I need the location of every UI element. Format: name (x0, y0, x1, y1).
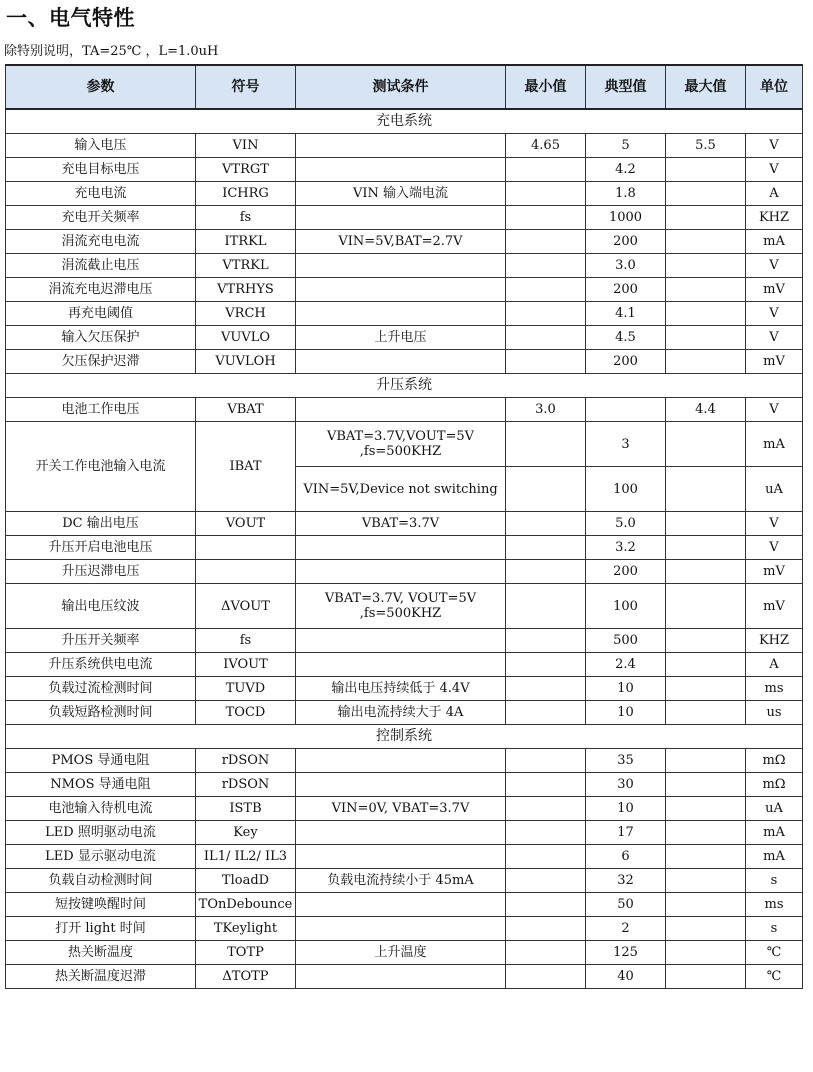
symbol-cell: rDSON (196, 749, 296, 773)
min-cell (506, 326, 586, 350)
max-cell (666, 158, 746, 182)
typ-cell: 10 (586, 797, 666, 821)
max-cell (666, 749, 746, 773)
section-heading: 一、电气特性 (6, 6, 135, 30)
typ-cell: 4.1 (586, 302, 666, 326)
unit-cell: mA (746, 845, 803, 869)
unit-cell: uA (746, 797, 803, 821)
max-cell: 5.5 (666, 134, 746, 158)
symbol-cell: ΔTOTP (196, 965, 296, 989)
table-row (6, 773, 803, 797)
table-row (6, 206, 803, 230)
electrical-characteristics-table (5, 64, 803, 989)
condition-cell (296, 965, 506, 989)
symbol-cell (196, 536, 296, 560)
unit-cell: A (746, 653, 803, 677)
table-row (6, 749, 803, 773)
min-cell (506, 797, 586, 821)
col-header-min: 最小值 (506, 65, 586, 109)
min-cell (506, 701, 586, 725)
max-cell (666, 512, 746, 536)
param-cell: 负载自动检测时间 (6, 869, 196, 893)
col-header-typ: 典型值 (586, 65, 666, 109)
max-cell: 4.4 (666, 398, 746, 422)
max-cell (666, 230, 746, 254)
max-cell (666, 965, 746, 989)
unit-cell: A (746, 182, 803, 206)
symbol-cell: TOnDebounce (196, 893, 296, 917)
condition-cell (296, 653, 506, 677)
param-cell: 充电目标电压 (6, 158, 196, 182)
typ-cell: 32 (586, 869, 666, 893)
min-cell (506, 845, 586, 869)
param-cell: 再充电阈值 (6, 302, 196, 326)
col-header-symbol: 符号 (196, 65, 296, 109)
condition-cell (296, 278, 506, 302)
min-cell (506, 869, 586, 893)
unit-cell: mΩ (746, 749, 803, 773)
table-row (6, 182, 803, 206)
table-row (6, 326, 803, 350)
min-cell (506, 773, 586, 797)
table-row (6, 584, 803, 629)
typ-cell: 500 (586, 629, 666, 653)
table-row (6, 536, 803, 560)
symbol-cell: TOCD (196, 701, 296, 725)
table-row (6, 701, 803, 725)
max-cell (666, 629, 746, 653)
unit-cell: V (746, 326, 803, 350)
table-row (6, 941, 803, 965)
min-cell (506, 893, 586, 917)
unit-cell: V (746, 254, 803, 278)
min-cell (506, 917, 586, 941)
param-cell: 升压系统供电电流 (6, 653, 196, 677)
table-header-row (6, 65, 803, 109)
max-cell (666, 917, 746, 941)
max-cell (666, 422, 746, 467)
symbol-cell: TOTP (196, 941, 296, 965)
symbol-cell: fs (196, 629, 296, 653)
condition-cell: 负载电流持续小于 45mA (296, 869, 506, 893)
unit-cell: mV (746, 584, 803, 629)
unit-cell: ms (746, 893, 803, 917)
param-cell: 短按键唤醒时间 (6, 893, 196, 917)
param-cell: 涓流截止电压 (6, 254, 196, 278)
symbol-cell: fs (196, 206, 296, 230)
symbol-cell: VRCH (196, 302, 296, 326)
typ-cell: 2.4 (586, 653, 666, 677)
symbol-cell: rDSON (196, 773, 296, 797)
min-cell (506, 653, 586, 677)
min-cell (506, 821, 586, 845)
condition-cell (296, 302, 506, 326)
table-body (6, 109, 803, 989)
table-row (6, 230, 803, 254)
typ-cell: 35 (586, 749, 666, 773)
condition-cell: VBAT=3.7V, VOUT=5V ,fs=500KHZ (296, 584, 506, 629)
max-cell (666, 467, 746, 512)
condition-cell (296, 350, 506, 374)
typ-cell: 1000 (586, 206, 666, 230)
col-header-condition: 测试条件 (296, 65, 506, 109)
min-cell (506, 965, 586, 989)
unit-cell: KHZ (746, 206, 803, 230)
condition-cell (296, 560, 506, 584)
symbol-cell: VTRGT (196, 158, 296, 182)
unit-cell: mA (746, 422, 803, 467)
min-cell (506, 350, 586, 374)
typ-cell: 30 (586, 773, 666, 797)
typ-cell: 100 (586, 584, 666, 629)
symbol-cell: IL1/ IL2/ IL3 (196, 845, 296, 869)
min-cell (506, 302, 586, 326)
unit-cell: V (746, 536, 803, 560)
unit-cell: ℃ (746, 965, 803, 989)
condition-cell (296, 398, 506, 422)
max-cell (666, 254, 746, 278)
param-cell: 开关工作电池输入电流 (6, 422, 196, 512)
param-cell: 热关断温度迟滞 (6, 965, 196, 989)
condition-cell: 上升电压 (296, 326, 506, 350)
condition-cell (296, 536, 506, 560)
max-cell (666, 584, 746, 629)
param-cell: 输入电压 (6, 134, 196, 158)
table-row (6, 677, 803, 701)
condition-cell: 上升温度 (296, 941, 506, 965)
unit-cell: ms (746, 677, 803, 701)
section-row (6, 374, 803, 398)
unit-cell: V (746, 398, 803, 422)
typ-cell: 200 (586, 230, 666, 254)
min-cell (506, 749, 586, 773)
typ-cell: 4.5 (586, 326, 666, 350)
max-cell (666, 869, 746, 893)
table-row (6, 821, 803, 845)
param-cell: 热关断温度 (6, 941, 196, 965)
unit-cell: s (746, 917, 803, 941)
max-cell (666, 845, 746, 869)
unit-cell: mA (746, 230, 803, 254)
test-condition-note: 除特别说明，TA=25℃ ，L=1.0uH (4, 44, 219, 59)
unit-cell: mV (746, 278, 803, 302)
unit-cell: mA (746, 821, 803, 845)
symbol-cell: VTRHYS (196, 278, 296, 302)
condition-cell (296, 749, 506, 773)
table-row (6, 512, 803, 536)
min-cell (506, 206, 586, 230)
param-cell: 升压开关频率 (6, 629, 196, 653)
min-cell: 3.0 (506, 398, 586, 422)
unit-cell: V (746, 134, 803, 158)
symbol-cell: VOUT (196, 512, 296, 536)
typ-cell: 200 (586, 350, 666, 374)
min-cell: 4.65 (506, 134, 586, 158)
param-cell: DC 输出电压 (6, 512, 196, 536)
condition-cell: 输出电压持续低于 4.4V (296, 677, 506, 701)
symbol-cell (196, 560, 296, 584)
typ-cell: 100 (586, 467, 666, 512)
min-cell (506, 941, 586, 965)
condition-cell: VIN=5V,Device not switching (296, 467, 506, 512)
min-cell (506, 512, 586, 536)
symbol-cell: TUVD (196, 677, 296, 701)
condition-cell (296, 254, 506, 278)
condition-cell (296, 845, 506, 869)
section-title: 升压系统 (6, 374, 803, 398)
typ-cell: 200 (586, 560, 666, 584)
table-row (6, 917, 803, 941)
table-row (6, 869, 803, 893)
min-cell (506, 560, 586, 584)
max-cell (666, 797, 746, 821)
table-row (6, 893, 803, 917)
condition-cell: VIN 输入端电流 (296, 182, 506, 206)
condition-cell (296, 773, 506, 797)
param-cell: 欠压保护迟滞 (6, 350, 196, 374)
typ-cell: 6 (586, 845, 666, 869)
symbol-cell: VBAT (196, 398, 296, 422)
param-cell: 升压迟滞电压 (6, 560, 196, 584)
min-cell (506, 467, 586, 512)
table-row (6, 797, 803, 821)
symbol-cell: ISTB (196, 797, 296, 821)
symbol-cell: TloadD (196, 869, 296, 893)
unit-cell: ℃ (746, 941, 803, 965)
min-cell (506, 629, 586, 653)
col-header-max: 最大值 (666, 65, 746, 109)
max-cell (666, 278, 746, 302)
symbol-cell: IVOUT (196, 653, 296, 677)
max-cell (666, 701, 746, 725)
symbol-cell: Key (196, 821, 296, 845)
table-row (6, 398, 803, 422)
max-cell (666, 941, 746, 965)
col-header-unit: 单位 (746, 65, 803, 109)
typ-cell: 4.2 (586, 158, 666, 182)
condition-cell (296, 917, 506, 941)
symbol-cell: VIN (196, 134, 296, 158)
condition-cell: VBAT=3.7V,VOUT=5V ,fs=500KHZ (296, 422, 506, 467)
symbol-cell: ICHRG (196, 182, 296, 206)
symbol-cell: ΔVOUT (196, 584, 296, 629)
min-cell (506, 677, 586, 701)
typ-cell (586, 398, 666, 422)
table-row (6, 350, 803, 374)
table-row (6, 134, 803, 158)
section-row (6, 109, 803, 134)
typ-cell: 3.0 (586, 254, 666, 278)
typ-cell: 125 (586, 941, 666, 965)
table-row (6, 629, 803, 653)
max-cell (666, 302, 746, 326)
symbol-cell: ITRKL (196, 230, 296, 254)
section-title: 充电系统 (6, 109, 803, 134)
typ-cell: 2 (586, 917, 666, 941)
typ-cell: 200 (586, 278, 666, 302)
condition-cell: VBAT=3.7V (296, 512, 506, 536)
symbol-cell: VUVLO (196, 326, 296, 350)
max-cell (666, 350, 746, 374)
max-cell (666, 677, 746, 701)
typ-cell: 10 (586, 677, 666, 701)
param-cell: 输出电压纹波 (6, 584, 196, 629)
max-cell (666, 773, 746, 797)
typ-cell: 3 (586, 422, 666, 467)
symbol-cell: VTRKL (196, 254, 296, 278)
unit-cell: uA (746, 467, 803, 512)
condition-cell (296, 158, 506, 182)
section-row (6, 725, 803, 749)
typ-cell: 1.8 (586, 182, 666, 206)
condition-cell (296, 206, 506, 230)
typ-cell: 5.0 (586, 512, 666, 536)
min-cell (506, 536, 586, 560)
unit-cell: us (746, 701, 803, 725)
symbol-cell: VUVLOH (196, 350, 296, 374)
condition-cell (296, 821, 506, 845)
table-row (6, 422, 803, 467)
typ-cell: 3.2 (586, 536, 666, 560)
table-row (6, 653, 803, 677)
max-cell (666, 821, 746, 845)
min-cell (506, 422, 586, 467)
unit-cell: mV (746, 350, 803, 374)
max-cell (666, 536, 746, 560)
param-cell: 输入欠压保护 (6, 326, 196, 350)
param-cell: 电池工作电压 (6, 398, 196, 422)
condition-cell: VIN=5V,BAT=2.7V (296, 230, 506, 254)
param-cell: 充电开关频率 (6, 206, 196, 230)
table-row (6, 560, 803, 584)
unit-cell: KHZ (746, 629, 803, 653)
min-cell (506, 230, 586, 254)
max-cell (666, 893, 746, 917)
param-cell: 负载短路检测时间 (6, 701, 196, 725)
table-row (6, 254, 803, 278)
table-row (6, 302, 803, 326)
typ-cell: 10 (586, 701, 666, 725)
param-cell: 涓流充电电流 (6, 230, 196, 254)
param-cell: LED 照明驱动电流 (6, 821, 196, 845)
param-cell: 涓流充电迟滞电压 (6, 278, 196, 302)
min-cell (506, 254, 586, 278)
min-cell (506, 182, 586, 206)
table-row (6, 158, 803, 182)
section-title: 控制系统 (6, 725, 803, 749)
condition-cell (296, 134, 506, 158)
table-row (6, 965, 803, 989)
unit-cell: V (746, 158, 803, 182)
condition-cell: VIN=0V, VBAT=3.7V (296, 797, 506, 821)
unit-cell: mΩ (746, 773, 803, 797)
typ-cell: 40 (586, 965, 666, 989)
table-row (6, 278, 803, 302)
param-cell: 升压开启电池电压 (6, 536, 196, 560)
param-cell: 电池输入待机电流 (6, 797, 196, 821)
table-row (6, 845, 803, 869)
condition-cell (296, 629, 506, 653)
param-cell: NMOS 导通电阻 (6, 773, 196, 797)
condition-cell: 输出电流持续大于 4A (296, 701, 506, 725)
col-header-param: 参数 (6, 65, 196, 109)
typ-cell: 5 (586, 134, 666, 158)
unit-cell: V (746, 512, 803, 536)
max-cell (666, 182, 746, 206)
param-cell: 充电电流 (6, 182, 196, 206)
max-cell (666, 326, 746, 350)
param-cell: 负载过流检测时间 (6, 677, 196, 701)
unit-cell: s (746, 869, 803, 893)
symbol-cell: TKeylight (196, 917, 296, 941)
typ-cell: 50 (586, 893, 666, 917)
min-cell (506, 584, 586, 629)
condition-cell (296, 893, 506, 917)
max-cell (666, 560, 746, 584)
min-cell (506, 278, 586, 302)
param-cell: LED 显示驱动电流 (6, 845, 196, 869)
unit-cell: mV (746, 560, 803, 584)
max-cell (666, 206, 746, 230)
param-cell: PMOS 导通电阻 (6, 749, 196, 773)
min-cell (506, 158, 586, 182)
max-cell (666, 653, 746, 677)
symbol-cell: IBAT (196, 422, 296, 512)
param-cell: 打开 light 时间 (6, 917, 196, 941)
typ-cell: 17 (586, 821, 666, 845)
unit-cell: V (746, 302, 803, 326)
